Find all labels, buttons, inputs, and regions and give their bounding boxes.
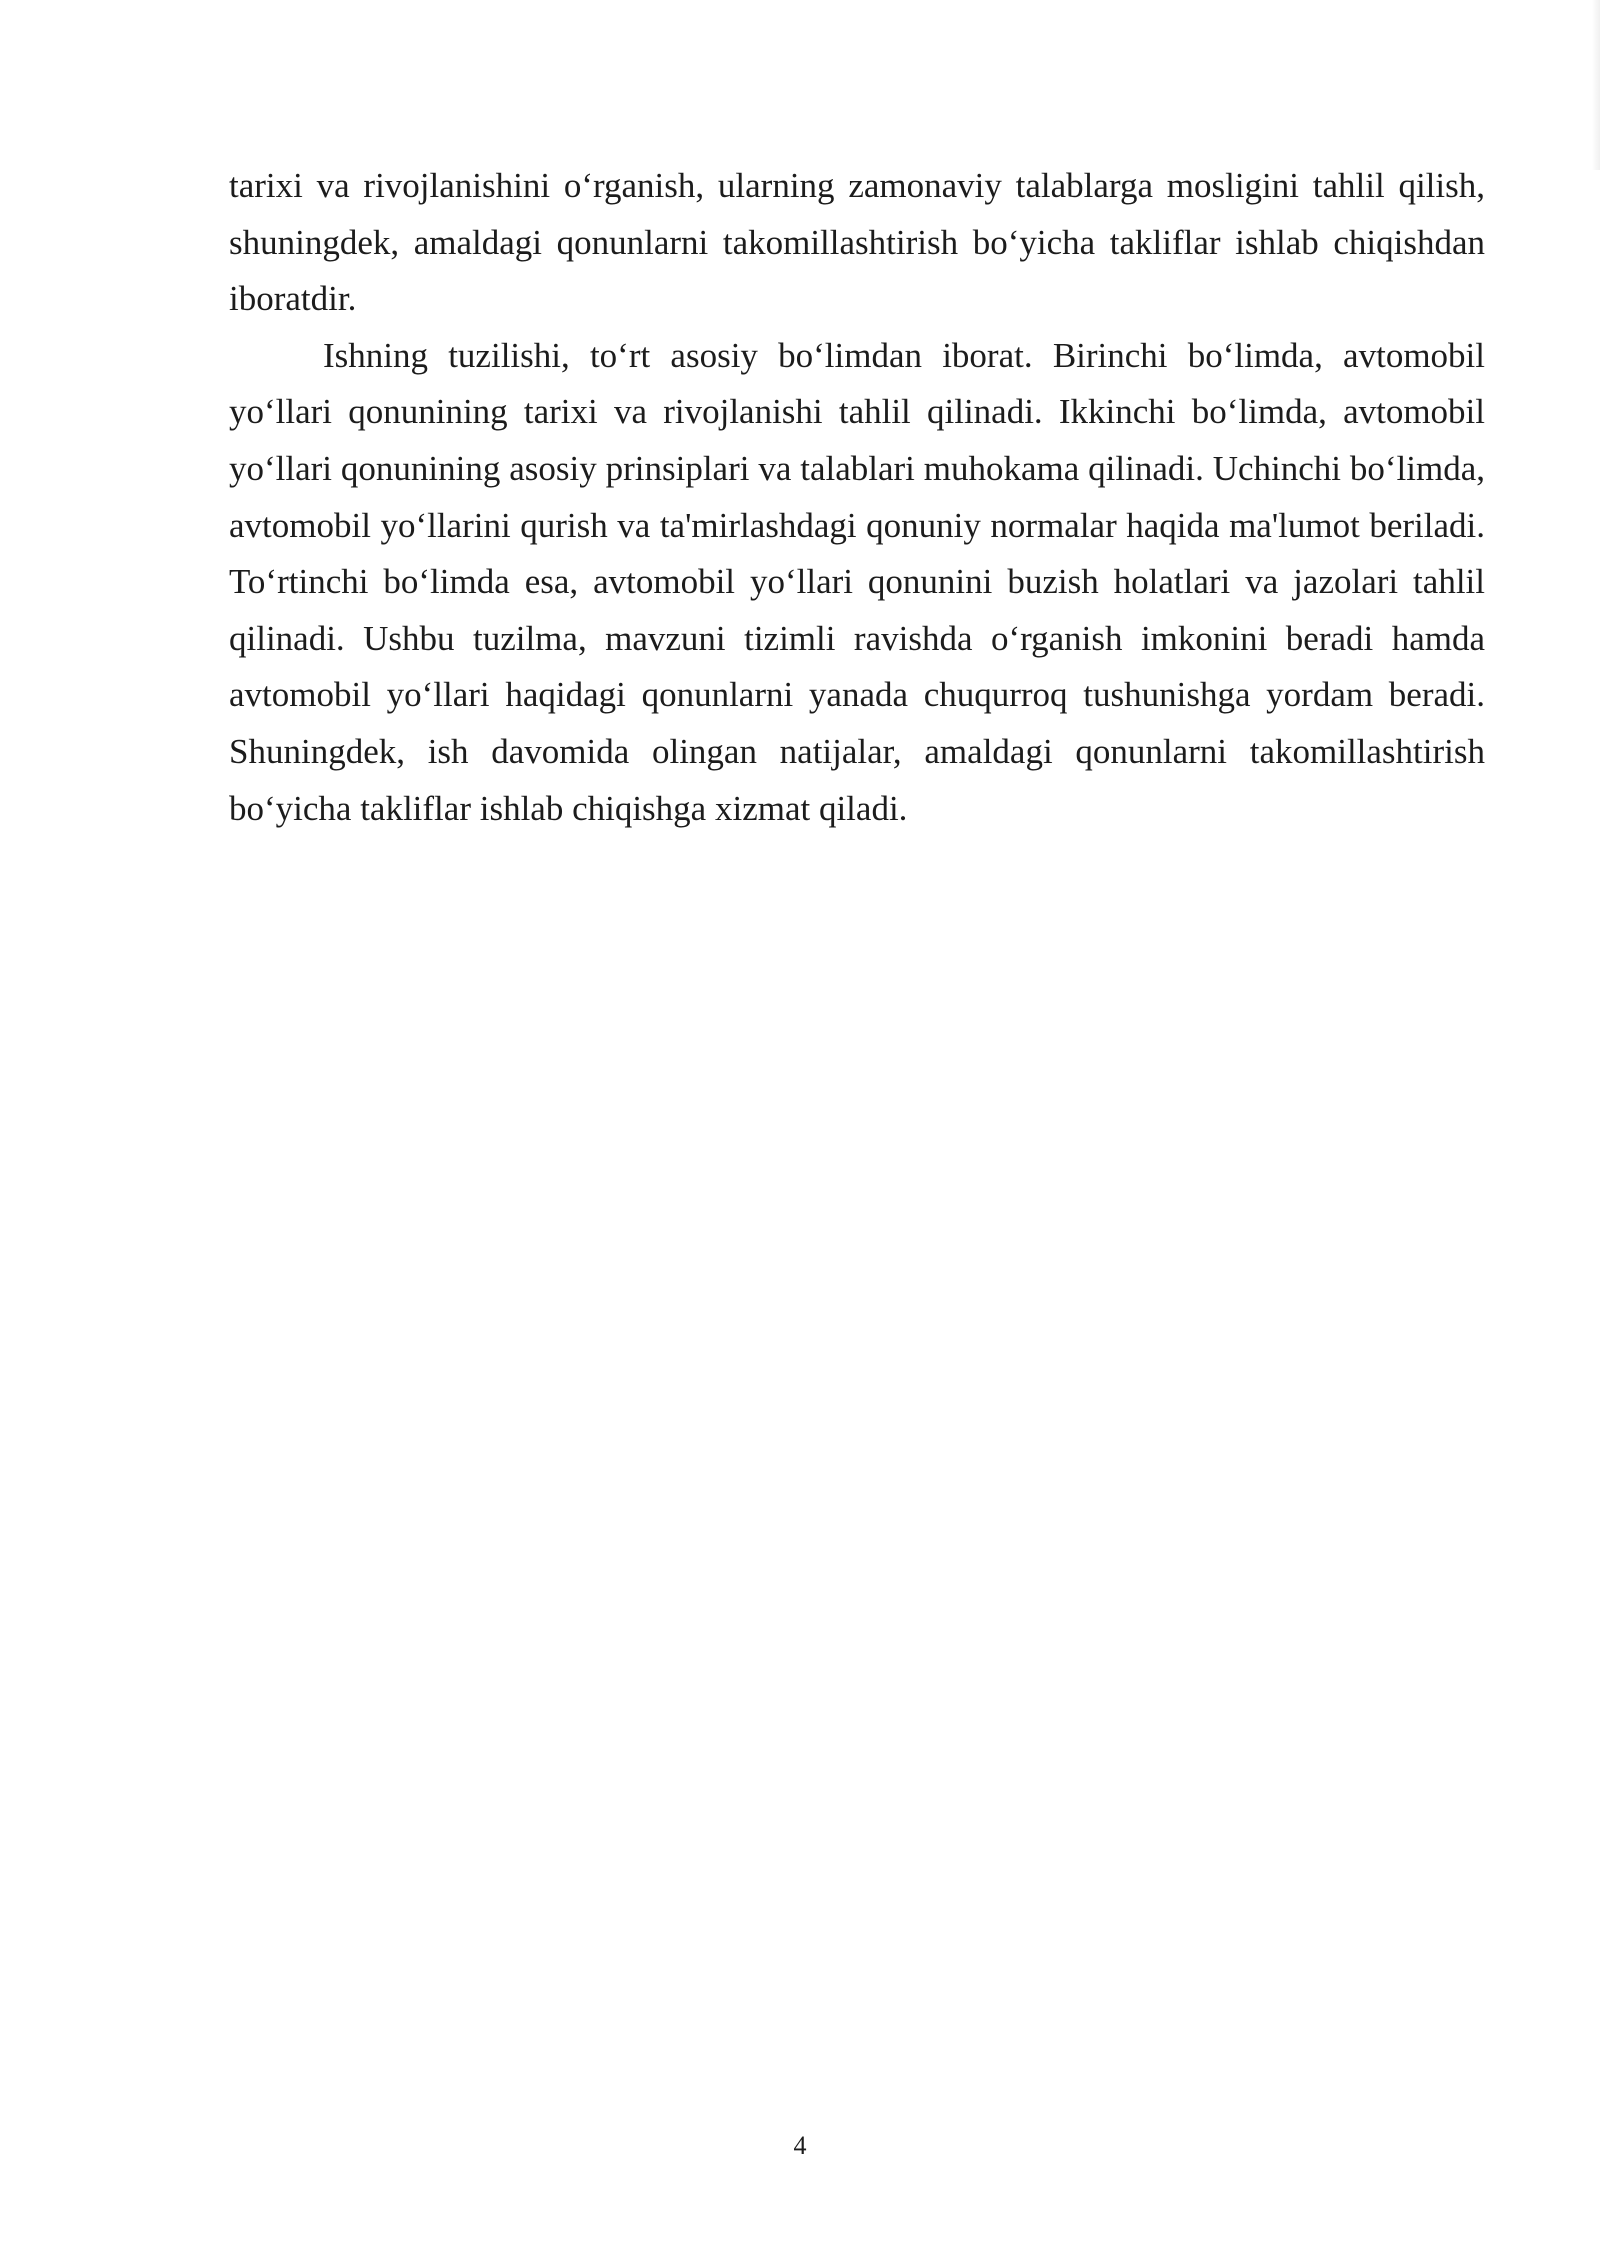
body-text: [229, 158, 1485, 837]
page-edge-shadow: [1592, 0, 1600, 170]
paragraph-structure: Ishning tuzilishi, to‘rt asosiy bo‘limdan iborat. Birinchi bo‘limda, avtomobil yo‘llari qonunining tarixi va rivojlanishi tahlil qilinadi. Ikkinchi bo‘limda, avtomobil yo‘llari qonunining asosiy prinsiplari va talablari muhokama qilinadi. Uchinchi bo‘limda, avtomobil yo‘llarini qurish va ta'mirlashdagi qonuniy normalar haqida ma'lumot beriladi. To‘rtinchi bo‘limda esa, avtomobil yo‘llari qonunini buzish holatlari va jazolari tahlil qilinadi. Ushbu tuzilma, mavzuni tizimli ravishda o‘rganish imkonini beradi hamda avtomobil yo‘llari haqidagi qonunlarni yanada chuqurroq tushunishga yordam beradi. Shuningdek, ish davomida olingan natijalar, amaldagi qonunlarni takomillashtirish bo‘yicha takliflar ishlab chiqishga xizmat qiladi.: [229, 335, 1485, 828]
page-number: 4: [793, 2131, 807, 2160]
paragraph-continuation: tarixi va rivojlanishini o‘rganish, ularning zamonaviy talablarga mosligini tahlil qilish, shuningdek, amaldagi qonunlarni takomillashtirish bo‘yicha takliflar ishlab chiqishdan iboratdir.: [229, 166, 1485, 319]
